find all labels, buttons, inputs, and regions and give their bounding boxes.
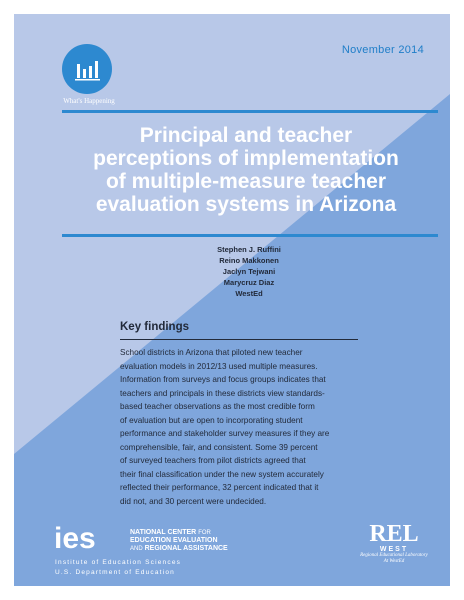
report-cover (14, 14, 450, 586)
ncee-line3: REGIONAL ASSISTANCE (144, 545, 228, 552)
ncee-name (130, 529, 228, 553)
key-findings-line: of evaluation but are open to incorporating student (120, 415, 303, 425)
title-line: of multiple-measure teacher (105, 170, 387, 193)
key-findings-line: School districts in Arizona that piloted new teacher (120, 348, 303, 357)
key-findings-line: performance and stakeholder survey measures if they are (120, 429, 330, 438)
key-findings-line: teachers and principals in these districts view standards- (120, 388, 325, 398)
key-findings-line: of surveyed teachers from pilot districts agreed that (120, 456, 306, 465)
bar-chart-icon (62, 44, 112, 94)
ncee-line2: EDUCATION EVALUATION (130, 537, 218, 544)
report-title (50, 124, 442, 216)
author-name: Stephen J. Ruffini (217, 245, 281, 254)
ies-subtitle (55, 558, 181, 578)
key-findings-line: comprehensible, fair, and consistent. Some 39 percent (120, 442, 318, 452)
author-affiliation: WestEd (235, 289, 263, 298)
publication-date: November 2014 (341, 44, 424, 56)
title-bottom-rule (62, 234, 438, 237)
rel-subtitle-2: At WestEd (383, 559, 405, 564)
key-findings-line: their final classification under the new system accurately (120, 469, 324, 479)
rel-subtitle-1: Regional Educational Laboratory (360, 553, 428, 558)
title-line: perceptions of implementation (93, 147, 399, 170)
key-findings-line: Information from surveys and focus groups indicates that (120, 375, 326, 384)
key-findings-line: reflected their performance, 32 percent indicated that it (120, 483, 319, 492)
rel-west-logo (354, 522, 434, 582)
rel-wordmark: REL (369, 521, 419, 547)
key-findings-line: did not, and 30 percent were undecided. (120, 496, 267, 506)
key-findings-rule (120, 339, 358, 340)
key-findings-line: based teacher observations as the most credible form (120, 402, 315, 411)
ies-logo (54, 524, 304, 584)
series-label: What's Happening (63, 97, 115, 105)
ncee-line1: NATIONAL CENTER (130, 529, 197, 536)
ncee-and: AND (130, 546, 143, 552)
ncee-for: FOR (198, 530, 211, 536)
title-top-rule (62, 110, 438, 113)
ies-wordmark: ies (54, 522, 96, 555)
title-line: Principal and teacher (139, 124, 353, 147)
author-name: Reino Makkonen (219, 256, 279, 265)
title-line: evaluation systems in Arizona (95, 193, 397, 216)
author-list (146, 244, 352, 299)
rel-region: WEST (379, 546, 409, 553)
author-name: Jaclyn Tejwani (222, 267, 276, 276)
key-findings-heading: Key findings (120, 321, 190, 333)
key-findings-text (120, 346, 358, 508)
author-name: Marycruz Diaz (223, 278, 275, 287)
key-findings-line: evaluation models in 2012/13 used multiple measures. (120, 361, 318, 371)
ies-institute: Institute of Education Sciences (55, 559, 182, 566)
ies-department: U.S. Department of Education (55, 569, 175, 576)
